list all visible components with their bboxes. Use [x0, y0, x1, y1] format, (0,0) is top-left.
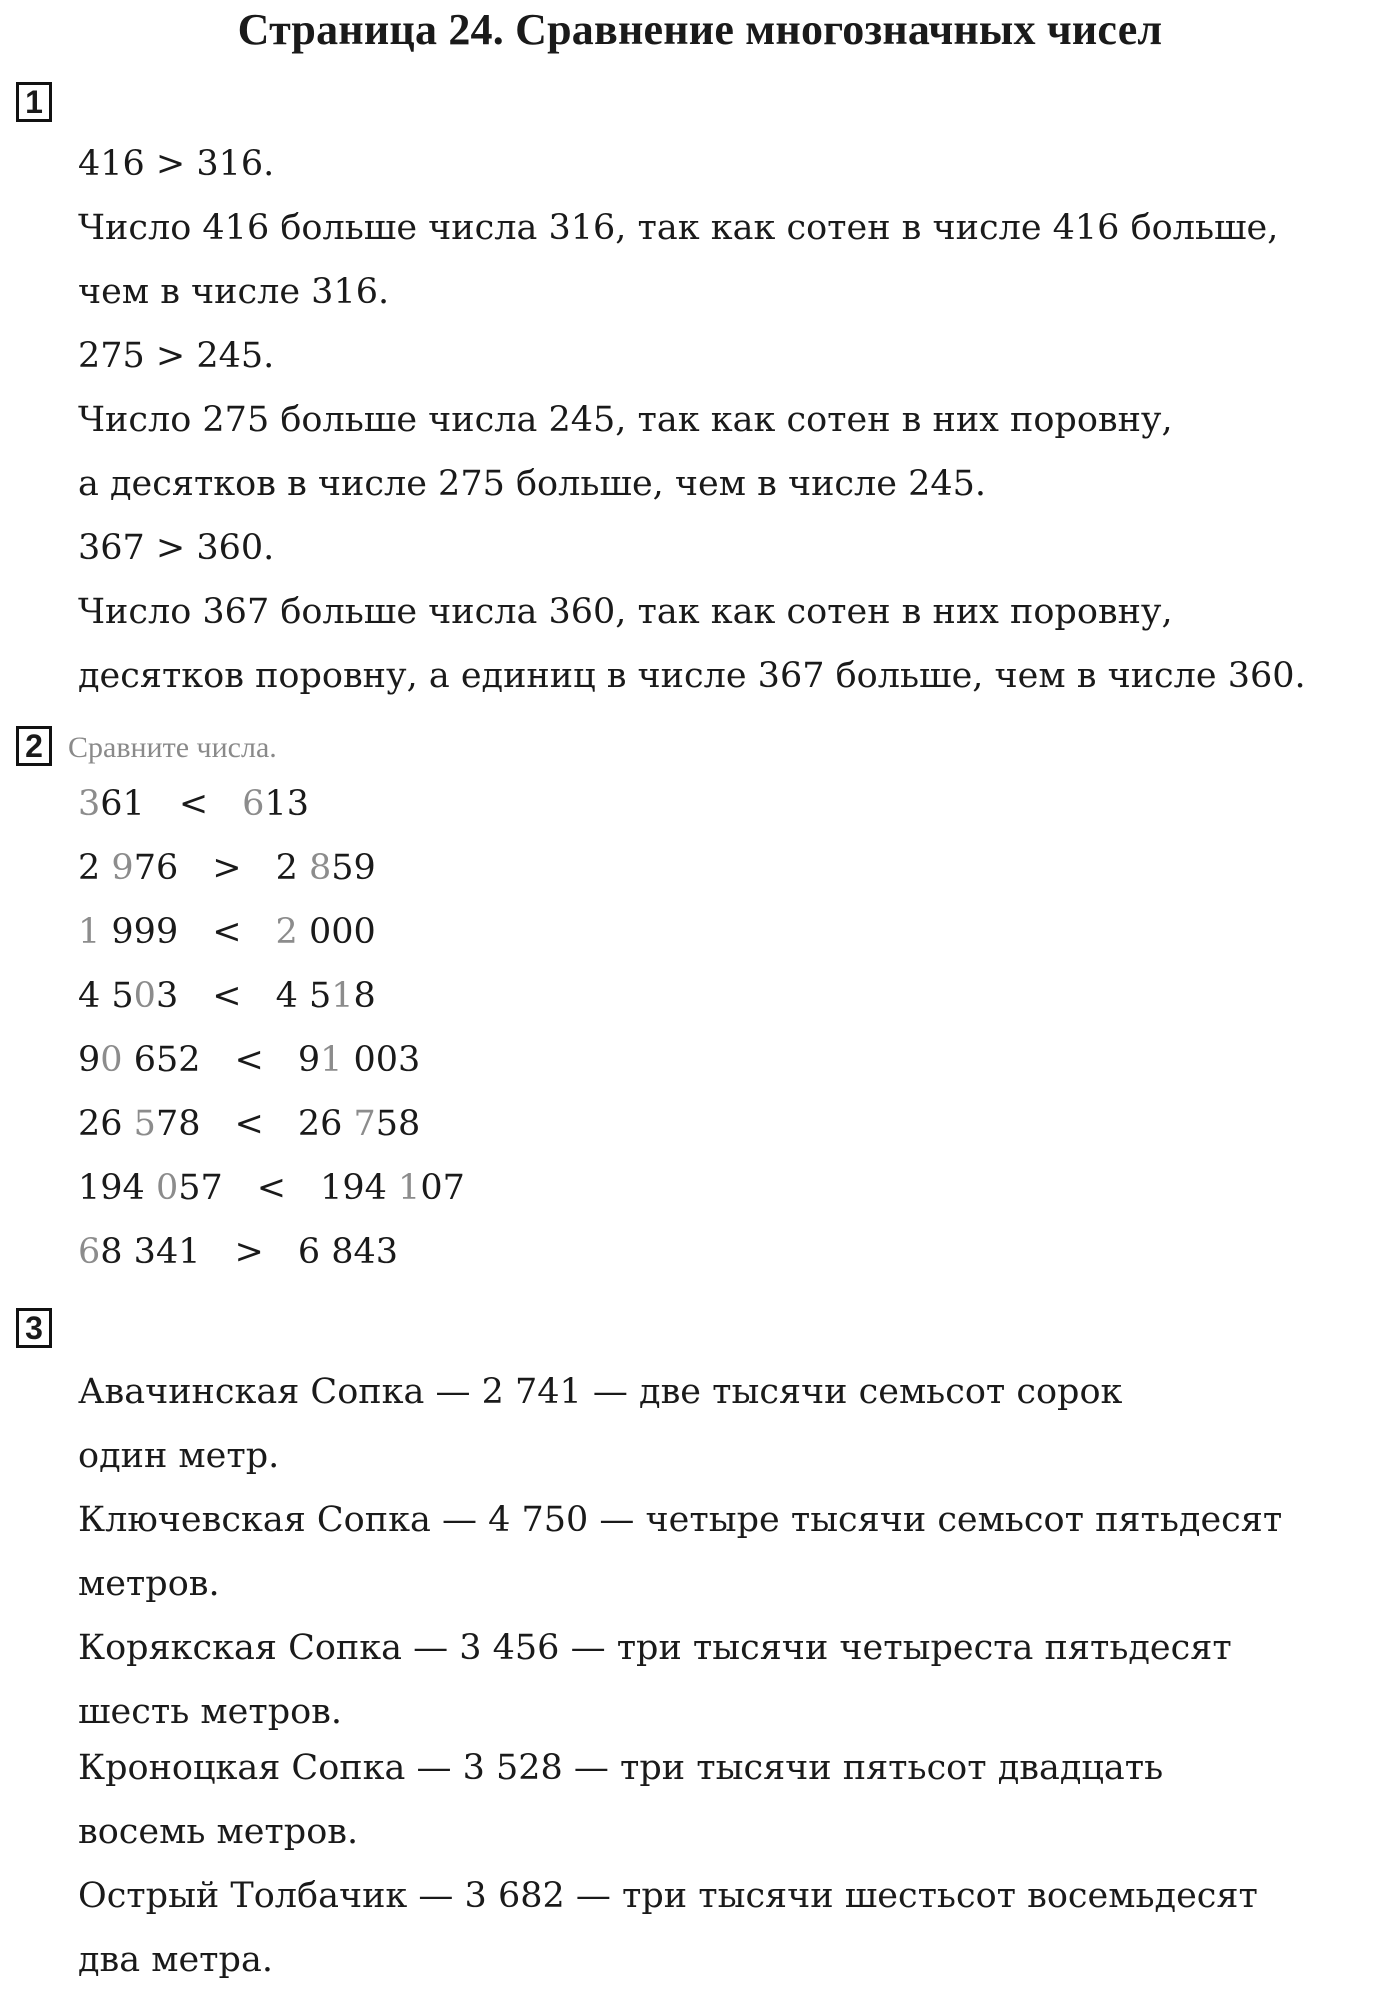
number-digits: 4 5 — [78, 976, 134, 1016]
comparison-left-number — [78, 1102, 201, 1146]
comparison-right-number — [276, 974, 376, 1018]
task-1-line: десятков поровну, а единиц в числе 367 больше, чем в числе 360. — [78, 656, 1306, 696]
comparison-sign: < — [234, 1104, 264, 1144]
task-2-caption: Сравните числа. — [68, 731, 277, 764]
comparison-row — [78, 910, 376, 954]
comparison-sign: < — [212, 976, 242, 1016]
comparison-right-number — [320, 1166, 465, 1210]
comparison-right-number — [298, 1230, 398, 1274]
comparison-left-number — [78, 1230, 200, 1274]
highlighted-digit: 6 — [78, 1232, 101, 1272]
task-3-line: метров. — [78, 1564, 220, 1604]
number-digits: 58 — [375, 1104, 421, 1144]
highlighted-digit: 7 — [353, 1104, 376, 1144]
number-digits: 652 — [122, 1040, 201, 1080]
task-3-line: шесть метров. — [78, 1692, 343, 1732]
page-title: Страница 24. Сравнение многозначных чисел — [237, 5, 1163, 54]
task-1-line: 416 > 316. — [78, 144, 275, 184]
number-digits: 4 5 — [275, 976, 332, 1016]
number-digits: 76 — [133, 848, 179, 888]
comparison-row — [78, 1230, 398, 1274]
highlighted-digit: 9 — [111, 848, 134, 888]
highlighted-digit: 0 — [133, 976, 156, 1016]
highlighted-digit: 0 — [100, 1040, 123, 1080]
number-digits: 8 — [353, 976, 376, 1016]
number-digits: 26 — [78, 1104, 134, 1144]
number-digits: 07 — [420, 1168, 465, 1208]
highlighted-digit: 6 — [242, 784, 265, 824]
comparison-sign: < — [234, 1040, 264, 1080]
comparison-row — [78, 782, 309, 826]
number-digits: 194 — [320, 1168, 399, 1208]
comparison-left-number — [78, 1038, 201, 1082]
comparison-right-number — [276, 910, 376, 954]
comparison-left-number — [78, 1166, 223, 1210]
highlighted-digit: 3 — [78, 784, 101, 824]
task-1-line: Число 275 больше числа 245, так как сотен в них поровну, — [78, 400, 1173, 440]
task-1-line: 275 > 245. — [78, 336, 275, 376]
comparison-left-number — [78, 782, 145, 826]
number-digits: 13 — [264, 784, 309, 824]
task-1-line: 367 > 360. — [78, 528, 275, 568]
number-digits: 000 — [297, 912, 376, 952]
number-digits: 2 — [275, 848, 309, 888]
task-2-number-box: 2 — [16, 726, 52, 766]
number-digits: 57 — [178, 1168, 223, 1208]
comparison-row — [78, 1166, 465, 1210]
number-digits: 26 — [297, 1104, 354, 1144]
task-3-line: Ключевская Сопка — 4 750 — четыре тысячи семьсот пятьдесят — [78, 1500, 1283, 1540]
number-digits: 194 — [78, 1168, 156, 1208]
number-digits: 59 — [331, 848, 376, 888]
highlighted-digit: 1 — [398, 1168, 421, 1208]
comparison-sign: > — [234, 1232, 264, 1272]
comparison-row — [78, 1102, 420, 1146]
task-3-line: Острый Толбачик — 3 682 — три тысячи шестьсот восемьдесят — [78, 1876, 1258, 1916]
number-digits: 78 — [155, 1104, 201, 1144]
comparison-row — [78, 1038, 420, 1082]
highlighted-digit: 5 — [133, 1104, 156, 1144]
highlighted-digit: 8 — [308, 848, 332, 888]
task-1-line: Число 416 больше числа 316, так как сотен в числе 416 больше, — [78, 208, 1279, 248]
comparison-left-number — [78, 846, 178, 890]
task-3-line: Кроноцкая Сопка — 3 528 — три тысячи пятьсот двадцать — [78, 1748, 1164, 1788]
number-digits: 003 — [342, 1040, 421, 1080]
comparison-sign: < — [256, 1168, 287, 1208]
task-3-line: два метра. — [78, 1940, 273, 1980]
comparison-sign: < — [178, 784, 209, 824]
comparison-sign: > — [212, 848, 242, 888]
comparison-right-number — [242, 782, 309, 826]
task-1-line: Число 367 больше числа 360, так как сотен в них поровну, — [78, 592, 1173, 632]
number-digits: 6 843 — [297, 1232, 399, 1272]
highlighted-digit: 2 — [275, 912, 298, 952]
task-3-line: один метр. — [78, 1436, 280, 1476]
number-digits: 9 — [78, 1040, 101, 1080]
highlighted-digit: 1 — [331, 976, 354, 1016]
task-1-line: а десятков в числе 275 больше, чем в числе 245. — [78, 464, 987, 504]
task-3-line: Корякская Сопка — 3 456 — три тысячи четыреста пятьдесят — [78, 1628, 1232, 1668]
task-3-line: восемь метров. — [78, 1812, 359, 1852]
highlighted-digit: 1 — [320, 1040, 343, 1080]
number-digits: 8 341 — [100, 1232, 201, 1272]
highlighted-digit: 1 — [78, 912, 101, 952]
task-1-number-box: 1 — [16, 82, 52, 122]
number-digits: 3 — [155, 976, 179, 1016]
comparison-right-number — [298, 1038, 421, 1082]
number-digits: 9 — [297, 1040, 321, 1080]
task-3-line: Авачинская Сопка — 2 741 — две тысячи семьсот сорок — [78, 1372, 1123, 1412]
comparison-row — [78, 846, 376, 890]
comparison-left-number — [78, 974, 178, 1018]
comparison-sign: < — [212, 912, 242, 952]
comparison-left-number — [78, 910, 178, 954]
number-digits: 61 — [100, 784, 145, 824]
task-3-number-box: 3 — [16, 1308, 52, 1348]
task-1-line: чем в числе 316. — [78, 272, 390, 312]
comparison-row — [78, 974, 376, 1018]
number-digits: 999 — [100, 912, 179, 952]
comparison-right-number — [276, 846, 376, 890]
number-digits: 2 — [78, 848, 112, 888]
comparison-right-number — [298, 1102, 421, 1146]
highlighted-digit: 0 — [155, 1168, 179, 1208]
